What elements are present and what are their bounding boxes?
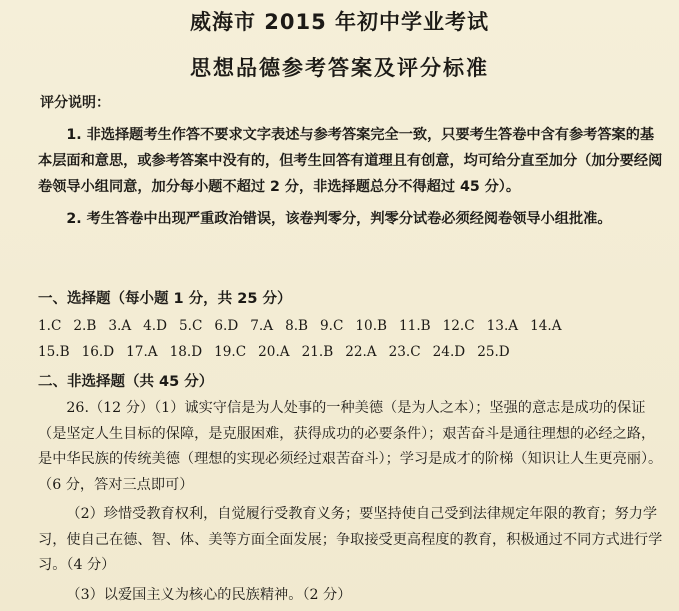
choice-answer: 23.C <box>388 344 421 360</box>
page-subtitle: 思想品德参考答案及评分标准 <box>190 56 489 80</box>
answer-paragraph: 26.（12 分）（1）诚实守信是为人处事的一种美德（是为人之本）；坚强的意志是成功的保证（是坚定人生目标的保障，是克服困难，获得成功的必要条件）；艰苦奋斗是通往理想的必经之路，是中华民族的传统美德（理想的实现必须经过艰苦奋斗）；学习是成才的阶梯（知识让人生更亮丽）。（6 分，答对三点即可） <box>38 400 663 493</box>
choice-answer: 9.C <box>320 318 344 334</box>
scoring-note-1: 1. 非选择题考生作答不要求文字表述与参考答案完全一致，只要考生答卷中含有参考答案的基本层面和意思，或参考答案中没有的，但考生回答有道理且有创意，均可给分直至加分（加分要经阅卷领导小组同意，加分每小题不超过 2 分，非选择题总分不得超过 45 分）。 <box>38 127 663 195</box>
choice-answer: 21.B <box>301 344 334 360</box>
scoring-note-2: 2. 考生答卷中出现严重政治错误，该卷判零分，判零分试卷必须经阅卷领导小组批准。 <box>66 211 612 227</box>
choice-answer: 14.A <box>530 318 562 334</box>
choice-answer: 13.A <box>486 318 519 334</box>
choice-answer: 16.D <box>81 344 115 360</box>
choice-answer: 15.B <box>38 344 70 360</box>
choice-answer: 12.C <box>442 318 475 334</box>
section-open-heading: 二、非选择题（共 45 分） <box>38 374 214 390</box>
choice-answer: 10.B <box>355 318 388 334</box>
choice-answers <box>38 316 678 362</box>
choice-answer: 25.D <box>477 344 510 360</box>
section-choice-heading: 一、选择题（每小题 1 分，共 25 分） <box>38 291 292 307</box>
choice-answer: 3.A <box>108 318 132 334</box>
answer-paragraph: （2）珍惜受教育权利，自觉履行受教育义务；要坚持使自己受到法律规定年限的教育；努力学习，使自己在德、智、体、美等方面全面发展；争取接受更高程度的教育，积极通过不同方式进行学习。（4 分） <box>38 506 663 573</box>
choice-answer: 5.C <box>179 318 203 334</box>
answer-paragraph: （3）以爱国主义为核心的民族精神。（2 分） <box>66 586 352 603</box>
choice-answer: 18.D <box>169 344 203 360</box>
choice-answer: 11.B <box>399 318 431 334</box>
scoring-notes-heading: 评分说明： <box>40 95 110 111</box>
choice-answer: 8.B <box>285 318 309 334</box>
choice-answer: 7.A <box>250 318 274 334</box>
choice-answer: 22.A <box>345 344 377 360</box>
choice-answers-row-2 <box>38 342 678 362</box>
choice-answer: 1.C <box>38 318 62 334</box>
open-answers <box>38 396 668 608</box>
choice-answer: 20.A <box>258 344 290 360</box>
choice-answer: 2.B <box>73 318 97 334</box>
choice-answer: 19.C <box>214 344 247 360</box>
choice-answer: 4.D <box>143 318 168 334</box>
scoring-notes <box>38 122 668 232</box>
choice-answer: 24.D <box>432 344 466 360</box>
choice-answer: 6.D <box>214 318 239 334</box>
page-title: 威海市 2015 年初中学业考试 <box>189 10 490 34</box>
choice-answers-row-1 <box>38 316 678 336</box>
choice-answer: 17.A <box>126 344 158 360</box>
